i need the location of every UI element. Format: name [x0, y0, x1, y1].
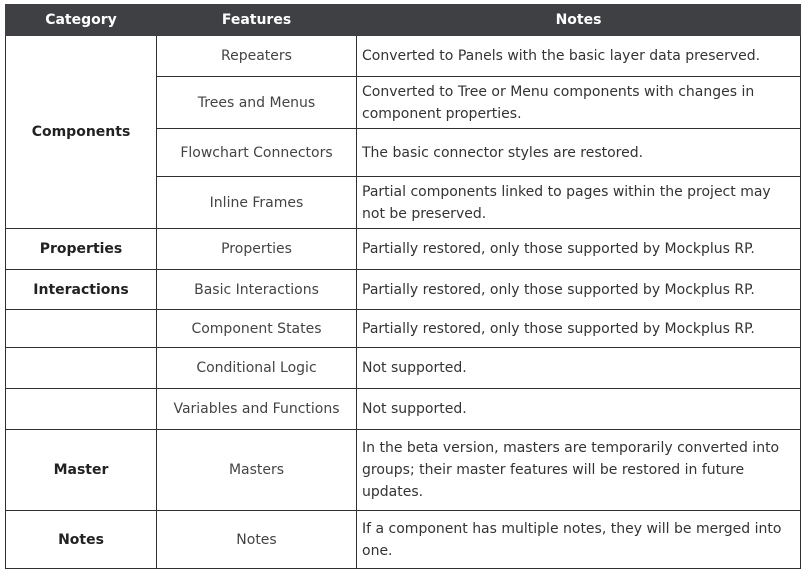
category-cell-properties: Properties — [6, 229, 157, 270]
note-cell: If a component has multiple notes, they will be merged into one. — [357, 511, 801, 569]
table-body — [6, 36, 801, 569]
feature-cell: Masters — [157, 430, 357, 511]
table-row — [6, 36, 801, 77]
note-cell: Partially restored, only those supported by Mockplus RP. — [357, 229, 801, 270]
table-row — [6, 389, 801, 430]
table-row — [6, 310, 801, 348]
table-row — [6, 430, 801, 511]
feature-cell: Repeaters — [157, 36, 357, 77]
feature-cell: Properties — [157, 229, 357, 270]
feature-cell: Flowchart Connectors — [157, 129, 357, 177]
category-cell-notes: Notes — [6, 511, 157, 569]
table-row — [6, 229, 801, 270]
feature-cell: Notes — [157, 511, 357, 569]
feature-cell: Variables and Functions — [157, 389, 357, 430]
note-cell: Partially restored, only those supported by Mockplus RP. — [357, 310, 801, 348]
table-row — [6, 348, 801, 389]
category-cell-empty — [6, 389, 157, 430]
category-cell-components: Components — [6, 36, 157, 229]
category-cell-interactions: Interactions — [6, 270, 157, 310]
note-cell: Partially restored, only those supported by Mockplus RP. — [357, 270, 801, 310]
feature-cell: Trees and Menus — [157, 77, 357, 129]
note-cell: The basic connector styles are restored. — [357, 129, 801, 177]
feature-cell: Basic Interactions — [157, 270, 357, 310]
header-notes: Notes — [357, 5, 801, 36]
note-cell: In the beta version, masters are temporarily converted into groups; their master features will be restored in future updates. — [357, 430, 801, 511]
header-features: Features — [157, 5, 357, 36]
note-cell: Converted to Panels with the basic layer data preserved. — [357, 36, 801, 77]
header-row — [6, 5, 801, 36]
feature-cell: Inline Frames — [157, 177, 357, 229]
table-header — [6, 5, 801, 36]
category-cell-empty — [6, 310, 157, 348]
table-row — [6, 270, 801, 310]
note-cell: Not supported. — [357, 389, 801, 430]
feature-cell: Component States — [157, 310, 357, 348]
category-cell-master: Master — [6, 430, 157, 511]
category-cell-empty — [6, 348, 157, 389]
compatibility-table — [5, 4, 801, 569]
table-row — [6, 511, 801, 569]
note-cell: Converted to Tree or Menu components with changes in component properties. — [357, 77, 801, 129]
header-category: Category — [6, 5, 157, 36]
note-cell: Not supported. — [357, 348, 801, 389]
note-cell: Partial components linked to pages within the project may not be preserved. — [357, 177, 801, 229]
feature-cell: Conditional Logic — [157, 348, 357, 389]
